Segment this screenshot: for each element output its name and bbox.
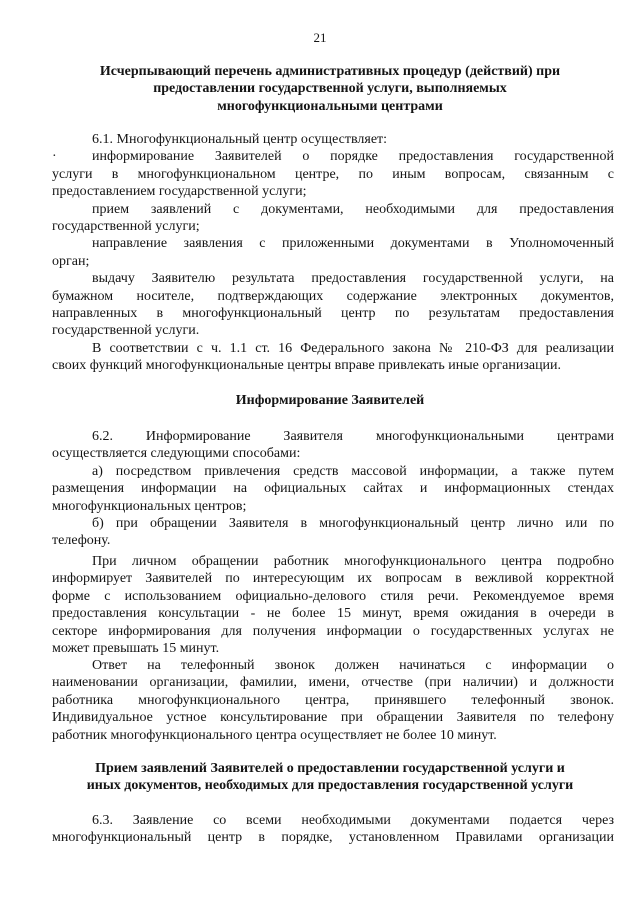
section-heading-procedures: Исчерпывающий перечень административных процедур (действий) при предоставлении государственной услуги, выполняемых многофункциональными центрами	[99, 64, 561, 114]
paragraph-6-3: 6.3. Заявление со всеми необходимыми документами подается через многофункциональный центр в порядке, установленном Правилами организации	[52, 813, 614, 846]
margin-mark: ·	[52, 149, 57, 164]
paragraph-personal-visit: При личном обращении работник многофункционального центра подробно информирует Заявителей по интересующим их вопросам в вежливой корректной форме с использованием официально-делового стиля речи. Рекомендуемое время предоставления консультации - не более 15 минут, время ожидания в очереди в секторе информирования для получения информации о государственных услугах не может превышать 15 минут.	[52, 554, 614, 657]
item-a: а) посредством привлечения средств массовой информации, а также путем	[92, 463, 614, 479]
section-heading-applications: Прием заявлений Заявителей о предоставлении государственной услуги и иных документов, необходимых для предоставления государственной услуги	[86, 761, 574, 794]
paragraph-6-2: 6.2. Информирование Заявителя многофункциональными центрами осуществляется следующими способами: а) посредством привлечения средств массовой информации, а также путем размещения информации на официальных сайтах и информационных стендах многофункциональных центров; б) при обращении Заявителя в многофункциональный центр лично или по телефону.	[52, 429, 614, 549]
paragraph-6-1: 6.1. Многофункциональный центр осуществляет: информирование Заявителей о порядке предоставления государственной услуги в многофункциональном центре, по иным вопросам, связанным с предоставлением государственной услуги; прием заявлений с документами, необходимыми для предоставления государственной услуги; направление заявления с приложенными документами в Уполномоченный орган; выдачу Заявителю результата предоставления государственной услуги, на бумажном носителе, подтверждающих содержание электронных документов, направленных в многофункциональный центр по результатам предоставления государственной услуги. В соответствии с ч. 1.1 ст. 16 Федерального закона № 210-ФЗ для реализации своих функций многофункциональные центры вправе привлекать иные организации.	[52, 132, 614, 374]
paragraph-6-1-intro: 6.1. Многофункциональный центр осуществляет:	[92, 132, 388, 147]
section-heading-informing: Информирование Заявителей	[235, 393, 425, 408]
paragraph-phone-call: Ответ на телефонный звонок должен начинаться с информации о наименовании организации, фамилии, имени, отчестве (при наличии) и должности работника многофункционального центра, принявшего телефонный звонок. Индивидуальное устное консультирование при обращении Заявителя по телефону работник многофункционального центра осуществляет не более 10 минут.	[52, 658, 614, 743]
item-b: б) при обращении Заявителя в многофункциональный центр лично или по	[92, 516, 614, 532]
page-number: 21	[313, 30, 327, 45]
